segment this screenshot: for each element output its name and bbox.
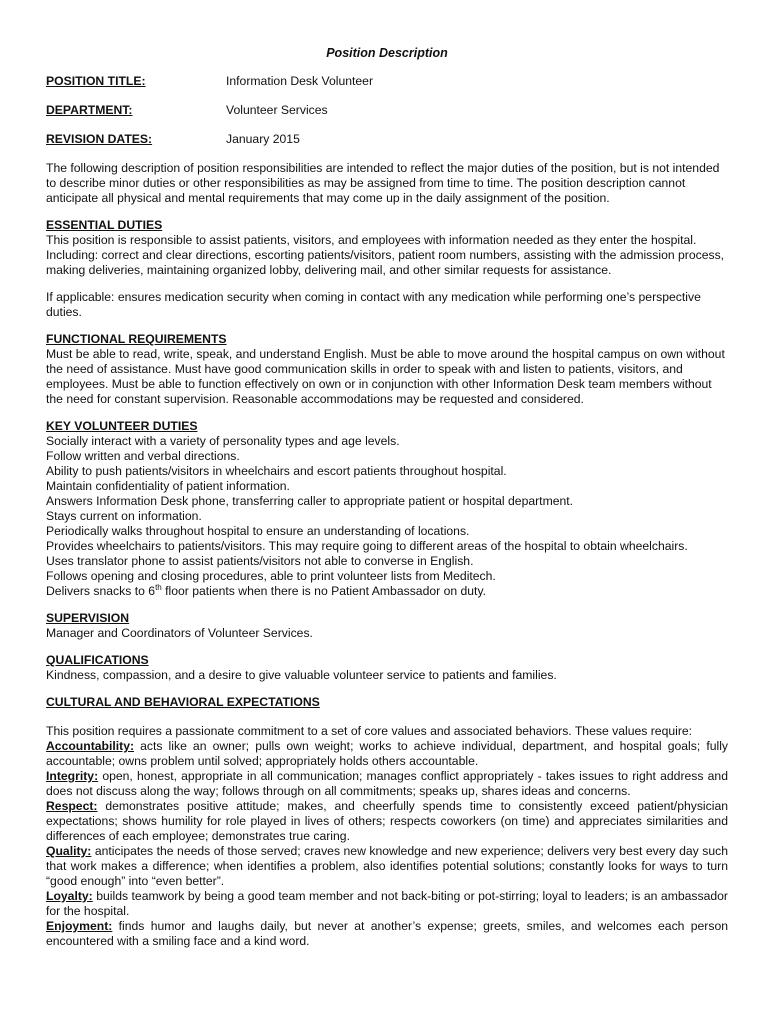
value-name: Quality: [46, 844, 92, 858]
section-text: Must be able to read, write, speak, and understand English. Must be able to move around the hospital campus on own without the need of assistance. Must have good communication skills in order to speak with and listen to patients, visitors, and employees. Must be able to function effectively on own or in conjunction with other Information Desk team members without the need for constant supervision. Reasonable accommodations may be requested and considered. [46, 347, 725, 406]
meta-row-department [46, 103, 728, 118]
supervision-section [46, 611, 728, 641]
section-text: Kindness, compassion, and a desire to give valuable volunteer service to patients and families. [46, 668, 557, 682]
value-name: Enjoyment: [46, 919, 113, 933]
value-item [46, 889, 728, 919]
meta-label: DEPARTMENT: [46, 103, 133, 117]
section-text: This position is responsible to assist patients, visitors, and employees with information needed as they enter the hospital. Including: correct and clear directions, escorting patients/visitors, patient room numbers, assisting with the admission process, making deliveries, maintaining organized lobby, delivering mail, and other similar requests for assistance. [46, 233, 725, 277]
section-heading: FUNCTIONAL REQUIREMENTS [46, 332, 227, 346]
page-title: Position Description [326, 46, 448, 60]
section-heading: SUPERVISION [46, 611, 130, 625]
list-item: Ability to push patients/visitors in wheelchairs and escort patients throughout hospital. [46, 464, 507, 478]
list-item-text: Delivers snacks to 6 [46, 584, 156, 598]
list-item: Follows opening and closing procedures, able to print volunteer lists from Meditech. [46, 569, 496, 583]
value-name: Accountability: [46, 739, 135, 753]
value-item [46, 739, 728, 769]
value-list [46, 739, 728, 949]
value-text: demonstrates positive attitude; makes, and cheerfully spends time to consistently exceed patient/physician expectations; shows humility for role played in lives of others; respects coworkers (on time) and appreciates similarities and differences of each employee; demonstrates true caring. [46, 799, 728, 843]
value-name: Integrity: [46, 769, 99, 783]
list-item: Maintain confidentiality of patient information. [46, 479, 290, 493]
value-name: Respect: [46, 799, 98, 813]
list-item: Answers Information Desk phone, transferring caller to appropriate patient or hospital department. [46, 494, 574, 508]
functional-requirements-section [46, 332, 728, 407]
intro-paragraph: The following description of position responsibilities are intended to reflect the major duties of the position, but is not intended to describe minor duties or other responsibilities as may be assigned from time to time. The position description cannot anticipate all physical and mental requirements that may come up in the daily assignment of the position. [46, 161, 720, 205]
list-item: Provides wheelchairs to patients/visitors. This may require going to different areas of the hospital to obtain wheelchairs. [46, 539, 688, 553]
medication-note-section [46, 290, 728, 320]
value-text: open, honest, appropriate in all communication; manages conflict appropriately - takes issues to right address and does not discuss along the way; follows through on all commitments; speaks up, shares ideas and concerns. [46, 769, 728, 798]
section-text: Manager and Coordinators of Volunteer Services. [46, 626, 313, 640]
list-item: Periodically walks throughout hospital to ensure an understanding of locations. [46, 524, 470, 538]
value-text: finds humor and laughs daily, but never at another’s expense; greets, smiles, and welcomes each person encountered with a smiling face and a kind word. [46, 919, 728, 948]
value-text: builds teamwork by being a good team member and not back-biting or pot-stirring; loyal to leaders; is an ambassador for the hospital. [46, 889, 728, 918]
section-text: If applicable: ensures medication security when coming in contact with any medication while performing one’s perspective duties. [46, 290, 701, 319]
list-item-text: floor patients when there is no Patient Ambassador on duty. [161, 584, 487, 598]
qualifications-section [46, 653, 728, 683]
value-item [46, 919, 728, 949]
value-name: Loyalty: [46, 889, 93, 903]
meta-value: January 2015 [226, 132, 300, 146]
duty-list [46, 434, 728, 584]
list-item: Follow written and verbal directions. [46, 449, 240, 463]
meta-row-revision-dates [46, 132, 728, 147]
list-item: Uses translator phone to assist patients/visitors not able to converse in English. [46, 554, 474, 568]
section-heading: KEY VOLUNTEER DUTIES [46, 419, 198, 433]
section-heading: QUALIFICATIONS [46, 653, 149, 667]
meta-value: Volunteer Services [226, 103, 328, 117]
section-text: This position requires a passionate commitment to a set of core values and associated behaviors. These values require: [46, 724, 693, 738]
list-item [46, 584, 728, 599]
section-heading: CULTURAL AND BEHAVIORAL EXPECTATIONS [46, 695, 320, 709]
meta-row-position-title [46, 74, 728, 89]
value-item [46, 844, 728, 889]
cultural-section [46, 695, 728, 949]
list-item: Stays current on information. [46, 509, 202, 523]
value-text: anticipates the needs of those served; craves new knowledge and new experience; delivers very best every day such that work makes a difference; when identifies a problem, also identifies potential solutions; constantly looks for ways to turn “good enough” into “even better”. [46, 844, 728, 888]
meta-label: POSITION TITLE: [46, 74, 146, 88]
essential-duties-section [46, 218, 728, 278]
list-item: Socially interact with a variety of personality types and age levels. [46, 434, 400, 448]
ordinal-suffix: th [155, 582, 162, 592]
value-item [46, 769, 728, 799]
value-text: acts like an owner; pulls own weight; works to achieve individual, department, and hospital goals; fully accountable; owns problem until solved; appropriately holds others accountable. [46, 739, 728, 768]
meta-label: REVISION DATES: [46, 132, 153, 146]
value-item [46, 799, 728, 844]
key-duties-section [46, 419, 728, 599]
meta-value: Information Desk Volunteer [226, 74, 374, 88]
section-heading: ESSENTIAL DUTIES [46, 218, 163, 232]
